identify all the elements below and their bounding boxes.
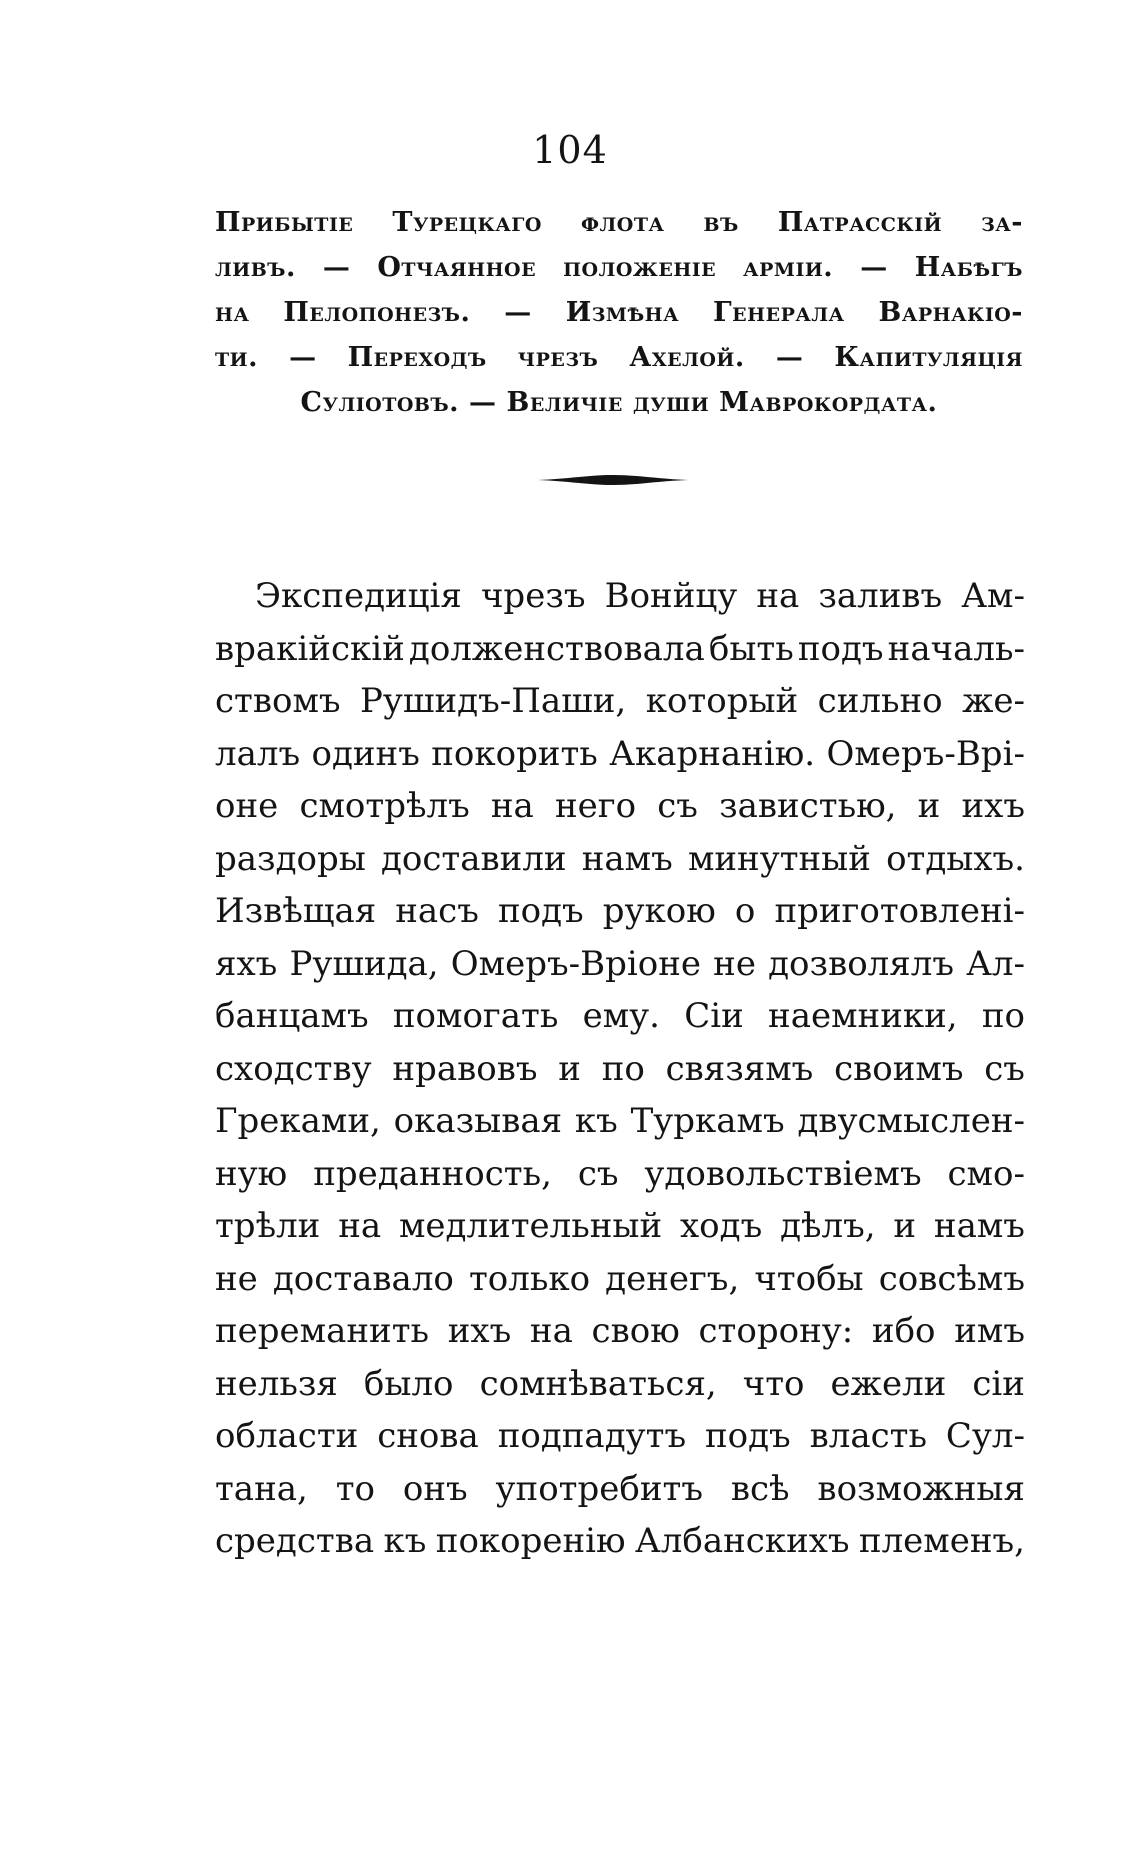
page-number: 104 [532,128,608,172]
text-line: ствомъ Рушидъ-Паши, который сильно же- [215,681,1025,721]
text-line: нельзя было сомнѣваться, что ежели сіи [215,1363,1025,1404]
summary-line: ливъ. — Отчаянное положеніе арміи. — Набѣгъ [215,252,1023,283]
text-line: средства къ покоренію Албанскихъ племенъ, [215,1521,1025,1561]
summary-line: Прибытіе Турецкаго флота въ Патрасскій за- [215,207,1023,238]
text-line: тана, то онъ употребитъ всѣ возможныя [215,1468,1025,1509]
text-line: вракійскій долженствовала быть подъ началь- [215,628,1025,669]
text-line: лалъ одинъ покорить Акарнанію. Омеръ-Врі- [215,733,1025,774]
section-divider [538,474,688,486]
text-line: трѣли на медлительный ходъ дѣлъ, и намъ [215,1206,1025,1246]
text-line: оне смотрѣлъ на него съ завистью, и ихъ [215,786,1025,826]
summary-line: на Пелопонезъ. — Измѣна Генерала Варнакіо- [215,297,1023,328]
text-line: яхъ Рушида, Омеръ-Вріоне не дозволялъ Ал- [215,943,1025,984]
text-line: не доставало только денегъ, чтобы совсѣмъ [215,1258,1025,1299]
text-line: раздоры доставили намъ минутный отдыхъ. [215,838,1025,879]
body-paragraph [215,570,1025,1568]
text-line: банцамъ помогать ему. Сіи наемники, по [215,996,1025,1036]
text-line: Извѣщая насъ подъ рукою о приготовлені- [215,891,1025,931]
chapter-summary [215,200,1023,425]
summary-line: Суліотовъ. — Величіе души Маврокордата. [300,387,938,418]
text-line: Греками, оказывая къ Туркамъ двусмыслен- [215,1101,1025,1141]
text-line: Экспедиція чрезъ Вонйцу на заливъ Ам- [255,576,1025,616]
text-line: ную преданность, съ удовольствіемъ смо- [215,1153,1025,1194]
text-line: переманить ихъ на свою сторону: ибо имъ [215,1311,1025,1351]
text-line: сходству нравовъ и по связямъ своимъ съ [215,1048,1025,1089]
summary-line: ти. — Переходъ чрезъ Ахелой. — Капитуляція [215,342,1023,373]
text-line: области снова подпадутъ подъ власть Сул- [215,1416,1025,1456]
